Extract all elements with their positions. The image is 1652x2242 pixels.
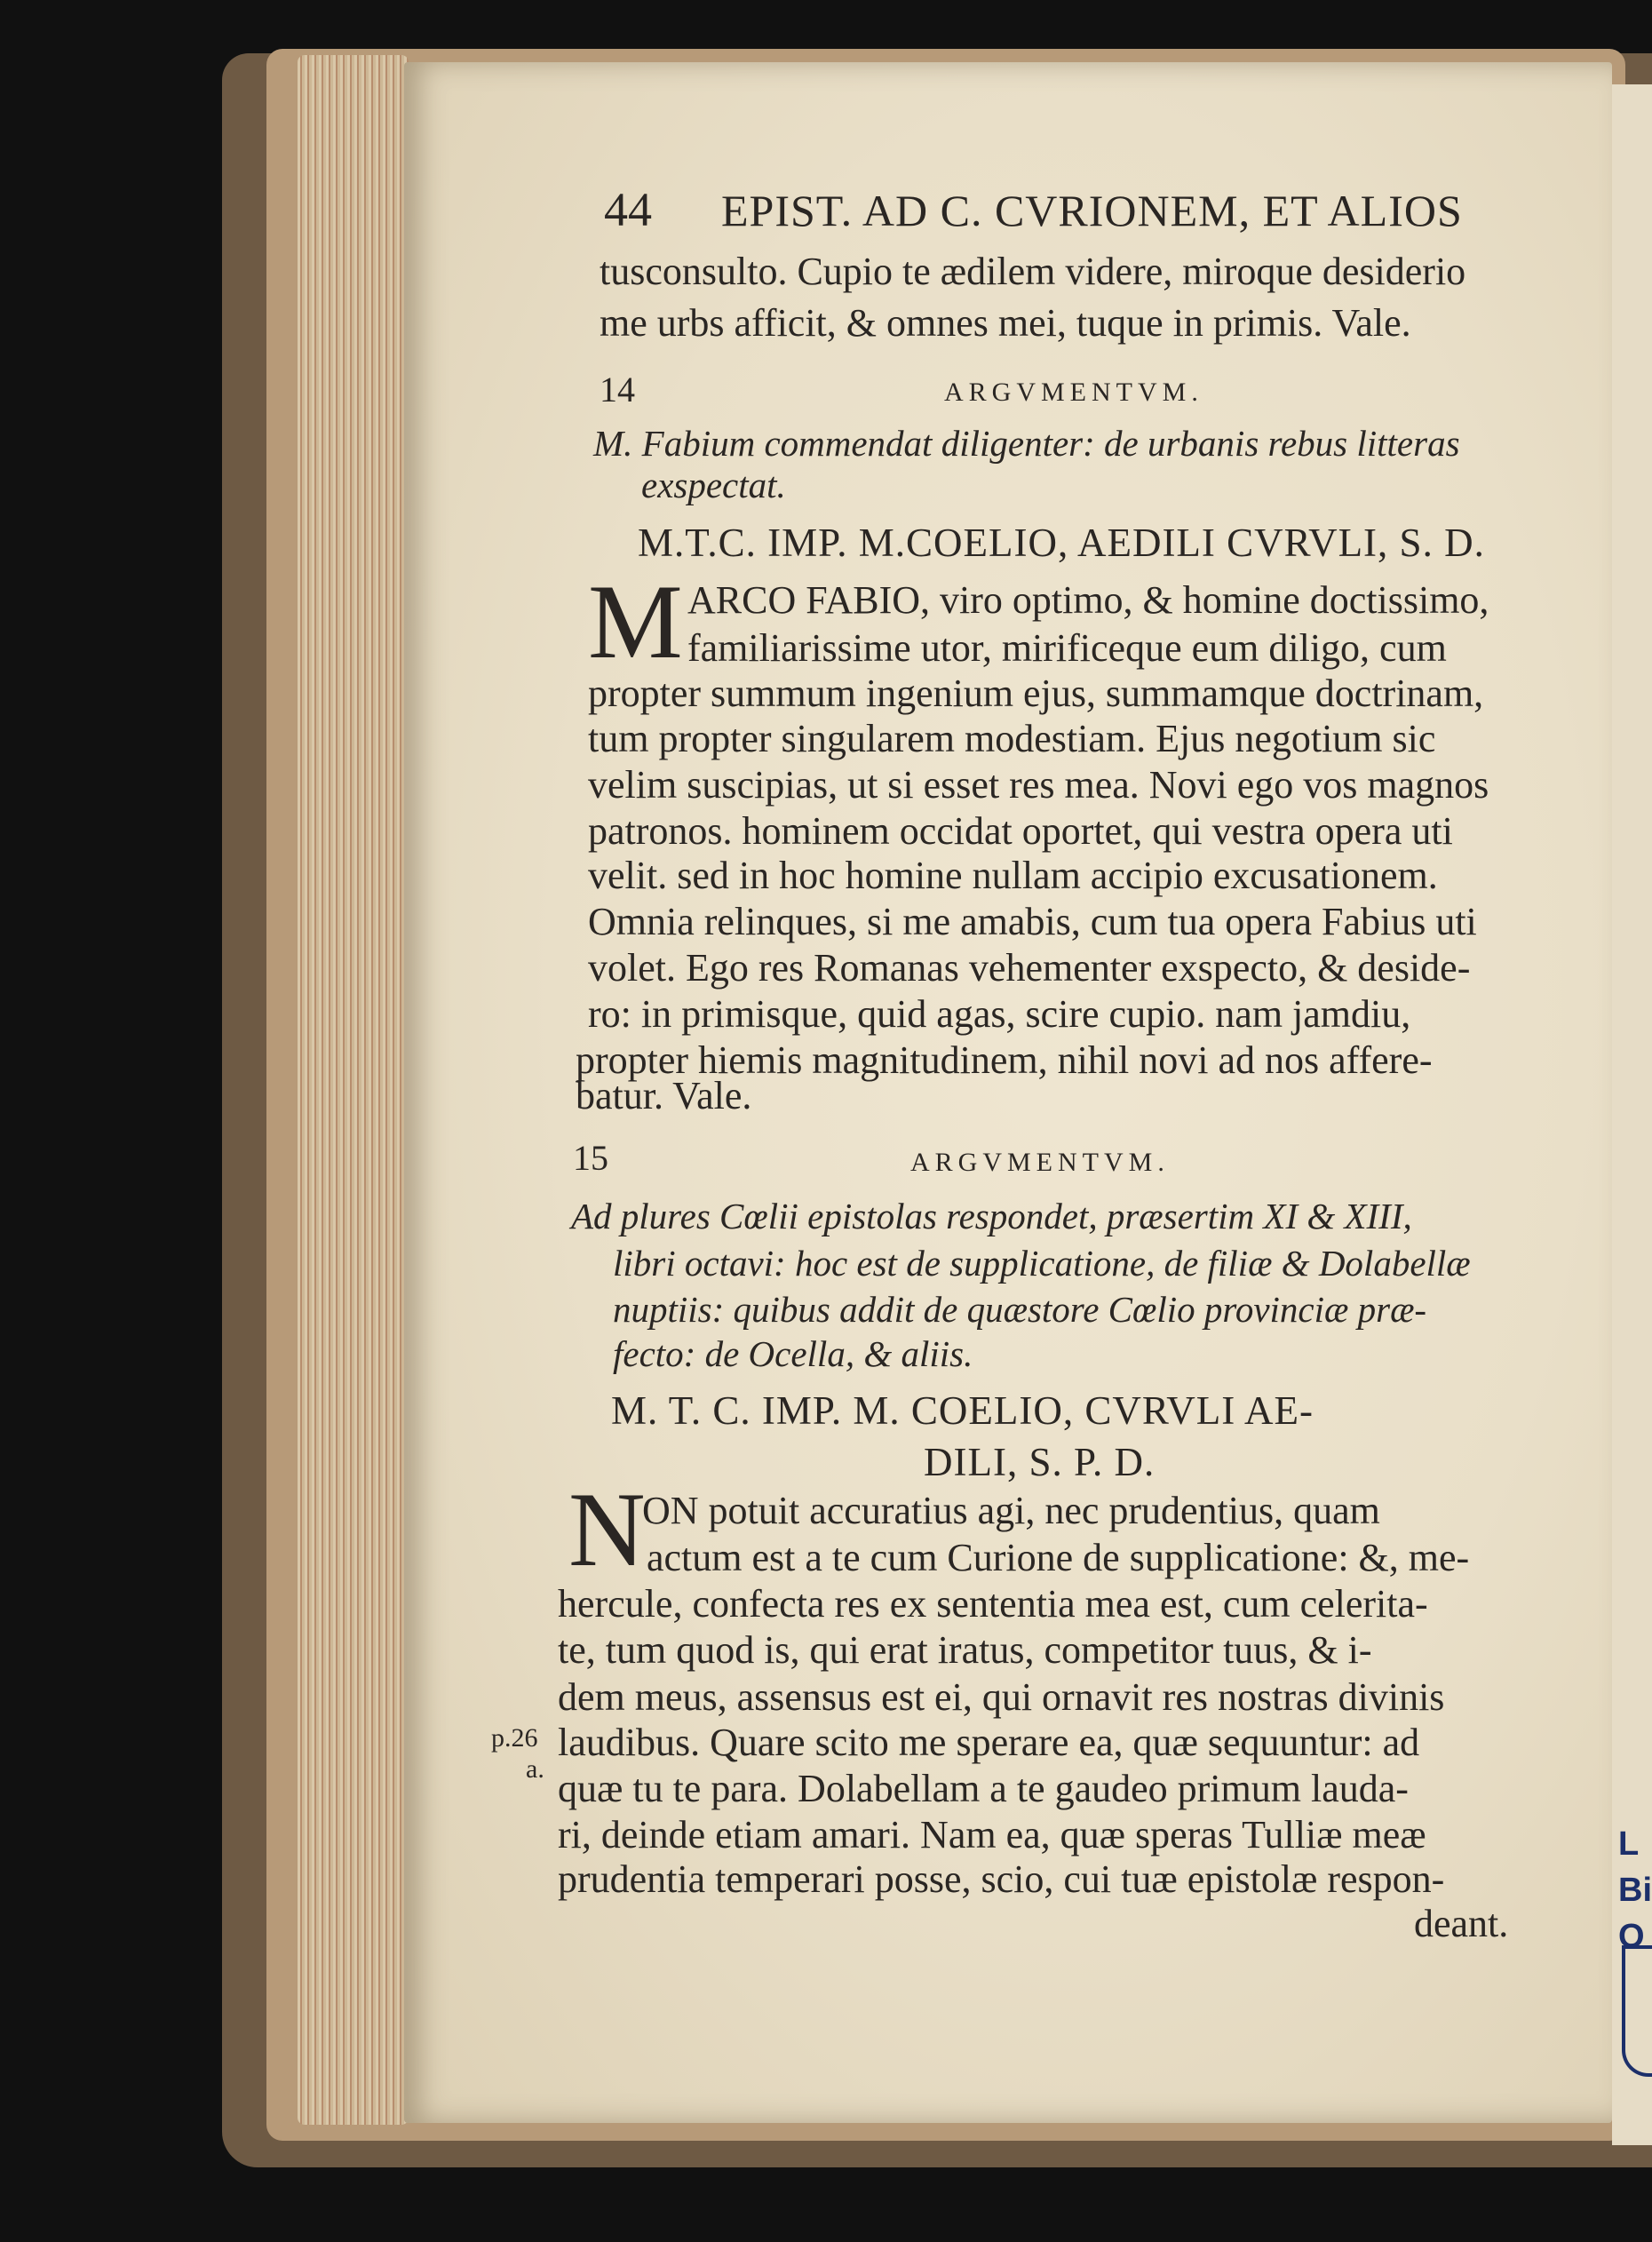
stamp-letter: O [1618,1918,1645,1955]
argument-line: M. Fabium commendat diligenter: de urbanis rebus litteras [593,423,1460,464]
text-line: Omnia relinques, si me amabis, cum tua opera Fabius uti [588,900,1477,943]
text-line: ARCO FABIO, viro optimo, & homine doctissimo, [687,578,1489,622]
page-edges [298,55,409,2125]
margin-reference: p.26 [491,1723,538,1753]
margin-reference: a. [526,1754,544,1784]
stamp-letter: Bi [1618,1872,1652,1909]
text-line: quæ tu te para. Dolabellam a te gaudeo primum lauda- [558,1767,1409,1810]
text-line: dem meus, assensus est ei, qui ornavit res nostras divinis [558,1675,1445,1719]
text-line: te, tum quod is, qui erat iratus, competitor tuus, & i- [558,1628,1372,1672]
letter-number: 14 [600,370,635,409]
argumentum-heading: ARGVMENTVM. [944,378,1203,407]
text-line: volet. Ego res Romanas vehementer exspecto, & deside- [588,946,1471,990]
text-line: ro: in primisque, quid agas, scire cupio. nam jamdiu, [588,992,1411,1036]
text-line: ri, deinde etiam amari. Nam ea, quæ speras Tulliæ meæ [558,1813,1426,1856]
text-line: tum propter singularem modestiam. Ejus negotium sic [588,717,1436,760]
text-line: velit. sed in hoc homine nullam accipio excusationem. [588,854,1438,897]
drop-cap: N [568,1470,646,1588]
catchword: deant. [1414,1902,1509,1945]
text-line: propter summum ingenium ejus, summamque doctrinam, [588,672,1484,715]
running-title: EPIST. AD C. CVRIONEM, ET ALIOS [721,186,1463,235]
argument-line: nuptiis: quibus addit de quæstore Cœlio provinciæ præ- [613,1289,1427,1330]
letter-number: 15 [573,1138,608,1178]
text-line: patronos. hominem occidat oportet, qui vestra opera uti [588,809,1453,853]
text-line: ON potuit accuratius agi, nec prudentius, quam [642,1489,1380,1532]
text-line: batur. Vale. [576,1074,752,1117]
text-line: prudentia temperari posse, scio, cui tuæ epistolæ respon- [558,1857,1445,1901]
text-line: me urbs afficit, & omnes mei, tuque in primis. Vale. [600,301,1411,345]
text-line: laudibus. Quare scito me sperare ea, quæ sequuntur: ad [558,1721,1420,1764]
argumentum-heading: ARGVMENTVM. [910,1148,1170,1177]
text-line: velim suscipias, ut si esset res mea. Novi ego vos magnos [588,763,1489,807]
argument-line: Ad plures Cœlii epistolas respondet, præsertim XI & XIII, [571,1196,1412,1236]
text-line: propter hiemis magnitudinem, nihil novi ad nos affere- [576,1038,1433,1082]
drop-cap: M [588,562,683,680]
text-line: tusconsulto. Cupio te ædilem videre, miroque desiderio [600,250,1466,293]
stamp-shield-icon [1622,1945,1652,2077]
page-number: 44 [604,183,652,236]
text-line: actum est a te cum Curione de supplicatione: &, me- [647,1536,1470,1579]
argument-line: exspectat. [641,465,786,505]
text-line: familiarissime utor, mirificeque eum diligo, cum [687,626,1447,670]
salutation: M.T.C. IMP. M.COELIO, AEDILI CVRVLI, S. D. [638,521,1485,565]
stamp-letter: L [1618,1825,1640,1863]
argument-line: fecto: de Ocella, & aliis. [613,1333,973,1374]
argument-line: libri octavi: hoc est de supplicatione, de filiæ & Dolabellæ [613,1243,1471,1284]
text-line: hercule, confecta res ex sententia mea est, cum celerita- [558,1582,1428,1626]
salutation: DILI, S. P. D. [924,1440,1156,1484]
salutation: M. T. C. IMP. M. COELIO, CVRVLI AE- [611,1388,1314,1433]
